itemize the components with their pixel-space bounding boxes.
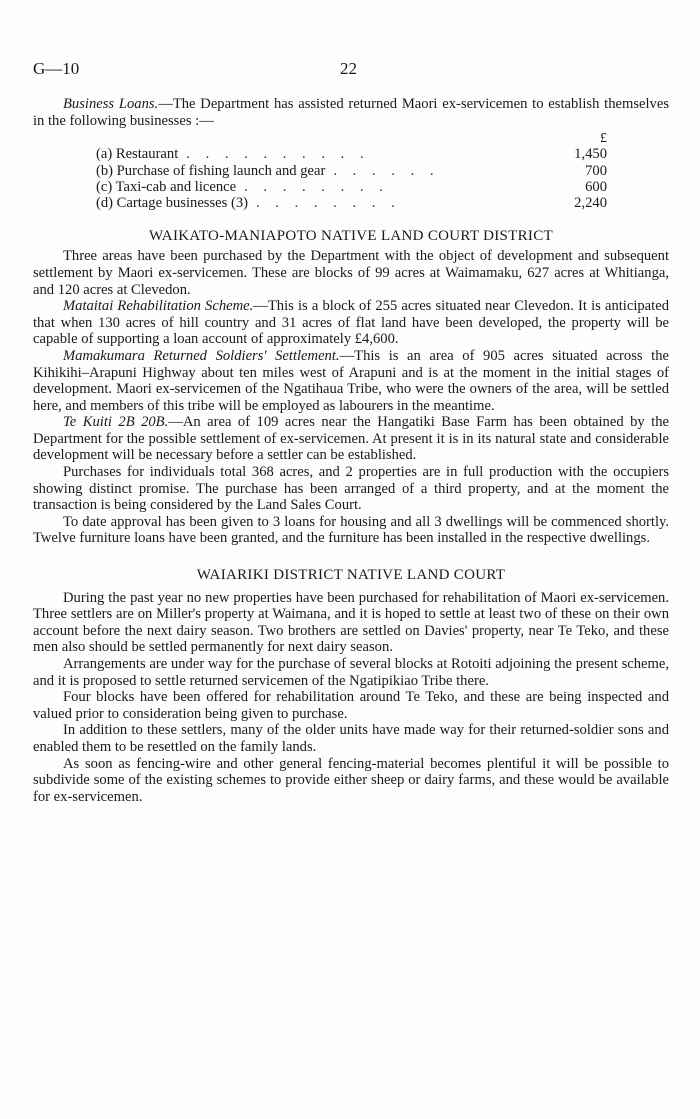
waiariki-paragraph: Four blocks have been offered for rehabilitation around Te Teko, and these are being inspected and valued prior to consideration being given to purchase. <box>33 689 669 722</box>
loan-amount: 1,450 <box>574 146 607 163</box>
waiariki-paragraph: Arrangements are under way for the purchase of several blocks at Rotoiti adjoining the present scheme, and it is proposed to settle returned servicemen of the Ngatipikiao Tribe there. <box>33 656 669 689</box>
business-loans-lead: Business Loans. <box>63 96 159 112</box>
leader-dots: . . . . . . . . <box>244 178 389 195</box>
loan-label: (d) Cartage businesses (3) <box>96 195 248 212</box>
mataitai-text: —This is a block of 255 acres situated near Clevedon. It is anticipated that when 130 acres of hill country and 31 acres of flat land have been developed, the property will be capable of supporting a loan account of approximately £4,600. <box>33 298 669 348</box>
waikato-intro: Three areas have been purchased by the Department with the object of development and subsequent settlement by Maori ex-servicemen. These are blocks of 99 acres at Waimamaku, 627 acres at Whitianga, and 120 acres at Clevedon. <box>33 248 669 298</box>
body-text <box>33 96 669 805</box>
leader-dots: . . . . . . . . . . <box>186 146 370 163</box>
approval-paragraph: To date approval has been given to 3 loans for housing and all 3 dwellings will be commenced shortly. Twelve furniture loans have been granted, and the furniture has been installed in the respective dwellings. <box>33 513 669 547</box>
tekuiti-paragraph <box>33 414 669 464</box>
purchases-paragraph: Purchases for individuals total 368 acres, and 2 properties are in full production with the occupiers showing distinct promise. The purchase has been arranged of a third property, and at the moment the transaction is being considered by the Land Sales Court. <box>33 464 669 514</box>
loan-amount: 600 <box>585 178 607 195</box>
waiariki-paragraph: During the past year no new properties have been purchased for rehabilitation of Maori ex-servicemen. Three settlers are on Miller's property at Waimana, and it is hoped to settle at least two of these on their own account before the next dairy season. Two brothers are settled on Davies' property, near Te Teko, and these men also should be settled permanently for next dairy season. <box>33 589 669 656</box>
mataitai-lead: Mataitai Rehabilitation Scheme. <box>63 298 254 315</box>
waikato-heading: WAIKATO-MANIAPOTO NATIVE LAND COURT DISTRICT <box>149 227 553 244</box>
loan-item <box>33 163 669 179</box>
waiariki-paragraph: As soon as fencing-wire and other general fencing-material becomes plentiful it will be possible to subdivide some of the existing schemes to provide either sheep or dairy farms, and these would be available for ex-servicemen. <box>33 755 669 805</box>
loan-label: (b) Purchase of fishing launch and gear <box>96 162 326 179</box>
mamakumara-text: —This is an area of 905 acres situated across the Kihikihi–Arapuni Highway about ten miles west of Arapuni and is at the moment in the initial stages of development. Maori ex-servicemen of the Ngatihaua Tribe, who were the owners of the area, will be settled here, and members of this tribe will be employed as labourers in the meantime. <box>33 347 669 414</box>
mamakumara-paragraph <box>33 348 669 414</box>
leader-dots: . . . . . . . . <box>255 195 401 212</box>
tekuiti-text: —An area of 109 acres near the Hangatiki Base Farm has been obtained by the Department for the possible settlement of ex-servicemen. At present it is in its natural state and considerable development will be necessary before a settler can be established. <box>33 414 669 464</box>
loan-amount: 2,240 <box>574 195 607 212</box>
document-reference: G—10 <box>33 59 80 78</box>
page-number: 22 <box>340 59 357 78</box>
business-loans-list <box>33 131 669 212</box>
loan-item <box>33 146 669 162</box>
waiariki-paragraph: In addition to these settlers, many of the older units have made way for their returned-soldier sons and enabled them to be resettled on the family lands. <box>33 722 669 755</box>
loan-item <box>33 195 669 211</box>
business-loans-text: —The Department has assisted returned Maori ex-servicemen to establish themselves in the following businesses :— <box>33 96 670 129</box>
loan-item <box>33 179 669 195</box>
loan-amount: 700 <box>585 162 607 179</box>
page-header <box>33 59 673 83</box>
waiariki-heading: WAIARIKI DISTRICT NATIVE LAND COURT <box>196 567 506 584</box>
mamakumara-lead: Mamakumara Returned Soldiers' Settlement. <box>63 347 340 364</box>
loan-label: (a) Restaurant <box>96 146 179 163</box>
currency-symbol: £ <box>600 131 607 147</box>
loan-label: (c) Taxi-cab and licence <box>96 178 237 195</box>
leader-dots: . . . . . . <box>333 162 440 179</box>
mataitai-paragraph <box>33 298 669 348</box>
business-loans-paragraph <box>33 96 669 129</box>
tekuiti-lead: Te Kuiti 2B 20B. <box>63 414 169 431</box>
